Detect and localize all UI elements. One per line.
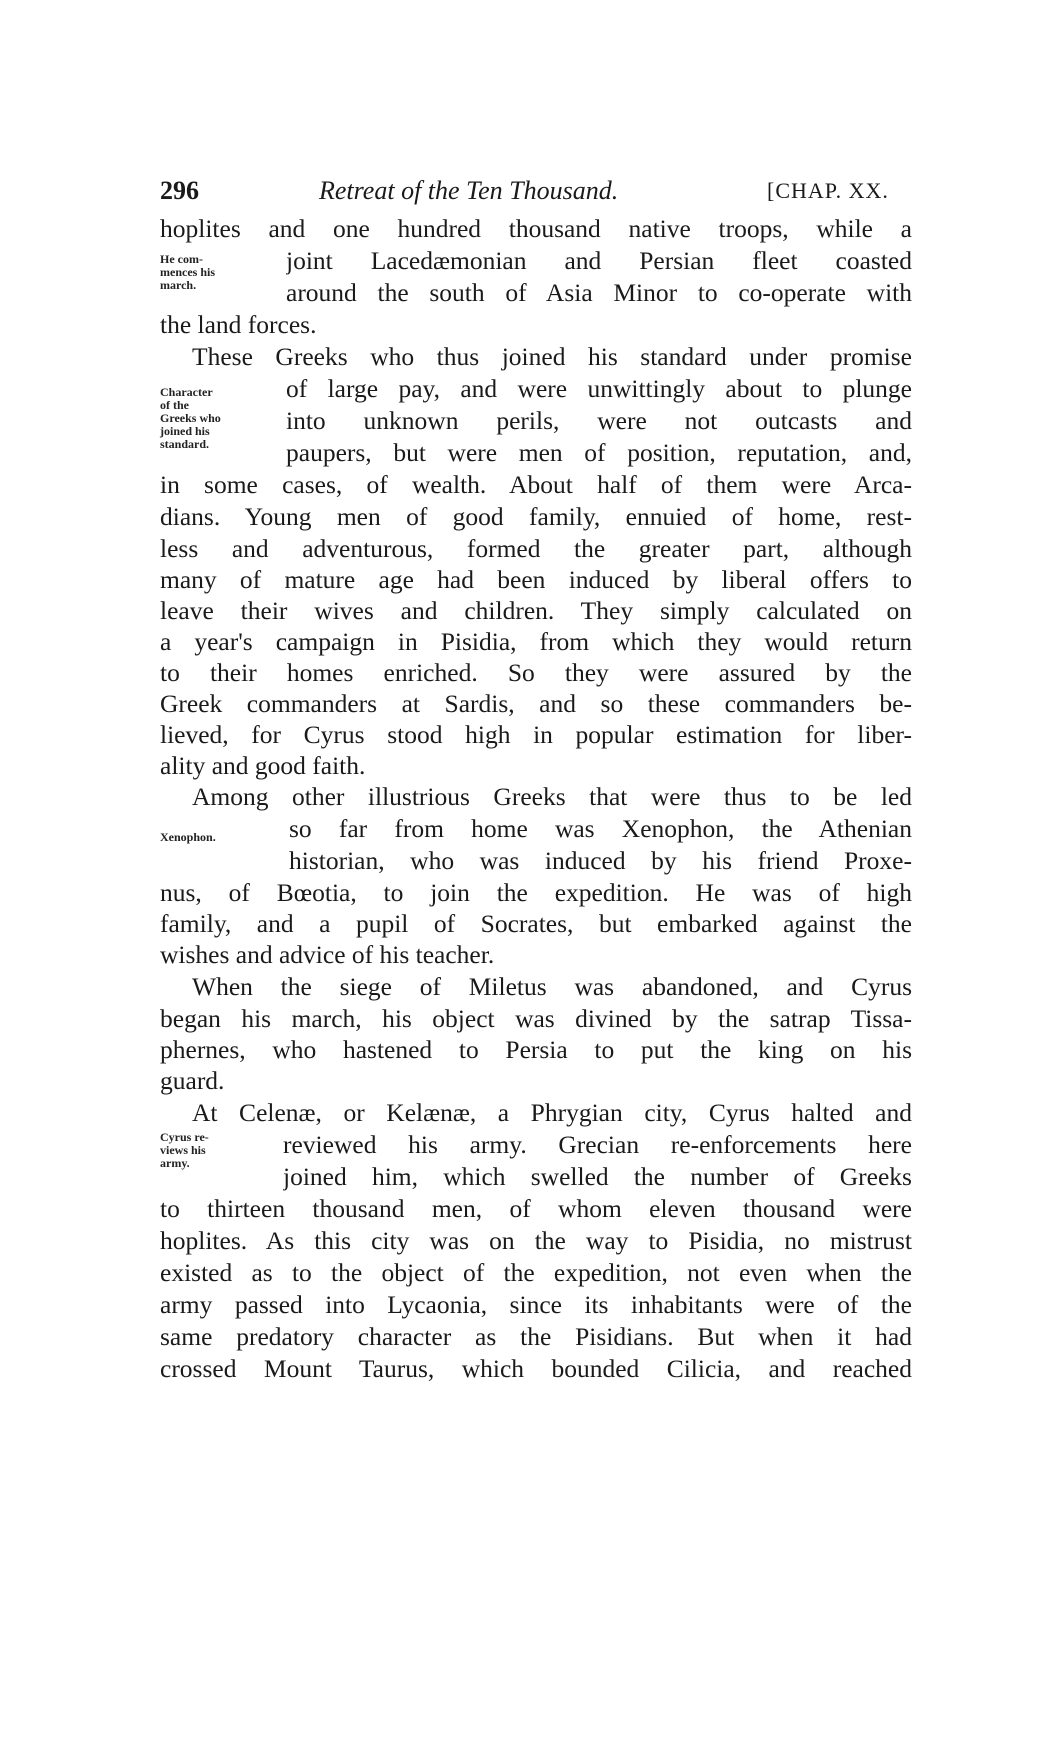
page-number: 296 [160,176,199,205]
text-line: into unknown perils, were not outcasts and [286,406,912,435]
text-line: joint Lacedæmonian and Persian fleet coasted [286,246,912,275]
text-line: same predatory character as the Pisidians. But when it had [160,1322,912,1351]
text-line: wishes and advice of his teacher. [160,940,495,969]
text-line: many of mature age had been induced by liberal offers to [160,565,912,594]
text-line: nus, of Bœotia, to join the expedition. He was of high [160,878,912,907]
chapter-reference: [CHAP. XX. [767,178,889,203]
text-line: a year's campaign in Pisidia, from which they would return [160,627,912,656]
text-line: began his march, his object was divined by the satrap Tissa- [160,1004,912,1033]
text-line: leave their wives and children. They simply calculated on [160,596,912,625]
text-line: of large pay, and were unwittingly about to plunge [286,374,912,403]
text-line: Among other illustrious Greeks that were thus to be led [192,782,912,811]
text-line: These Greeks who thus joined his standard under promise [192,342,912,371]
text-line: historian, who was induced by his friend Proxe- [289,846,912,875]
text-line: the land forces. [160,310,317,339]
text-line: phernes, who hastened to Persia to put the king on his [160,1035,912,1064]
text-line: ality and good faith. [160,751,366,780]
text-line: existed as to the object of the expedition, not even when the [160,1258,912,1287]
sidenote-xenophon: Xenophon. [160,830,216,844]
text-line: When the siege of Miletus was abandoned, and Cyrus [192,972,912,1001]
sidenote-march: He com- mences his march. [160,252,215,292]
text-line: hoplites and one hundred thousand native troops, while a [160,214,912,243]
text-line: to their homes enriched. So they were assured by the [160,658,912,687]
sidenote-character: Character of the Greeks who joined his standard. [160,385,221,451]
text-line: around the south of Asia Minor to co-operate with [286,278,912,307]
text-line: At Celenæ, or Kelænæ, a Phrygian city, Cyrus halted and [192,1098,912,1127]
text-line: paupers, but were men of position, reputation, and, [286,438,912,467]
text-line: dians. Young men of good family, ennuied of home, rest- [160,502,912,531]
text-line: crossed Mount Taurus, which bounded Cilicia, and reached [160,1354,912,1383]
text-line: to thirteen thousand men, of whom eleven thousand were [160,1194,912,1223]
text-line: less and adventurous, formed the greater part, although [160,534,912,563]
text-line: in some cases, of wealth. About half of them were Arca- [160,470,912,499]
text-line: reviewed his army. Grecian re-enforcements here [283,1130,912,1159]
sidenote-reviews: Cyrus re- views his army. [160,1130,209,1170]
text-line: Greek commanders at Sardis, and so these commanders be- [160,689,912,718]
text-line: family, and a pupil of Socrates, but embarked against the [160,909,912,938]
running-header [160,176,918,212]
text-line: so far from home was Xenophon, the Athenian [289,814,912,843]
text-line: joined him, which swelled the number of Greeks [283,1162,912,1191]
text-line: lieved, for Cyrus stood high in popular estimation for liber- [160,720,912,749]
text-line: army passed into Lycaonia, since its inhabitants were of the [160,1290,912,1319]
text-line: hoplites. As this city was on the way to Pisidia, no mistrust [160,1226,912,1255]
text-line: guard. [160,1066,225,1095]
running-title: Retreat of the Ten Thousand. [319,176,619,205]
